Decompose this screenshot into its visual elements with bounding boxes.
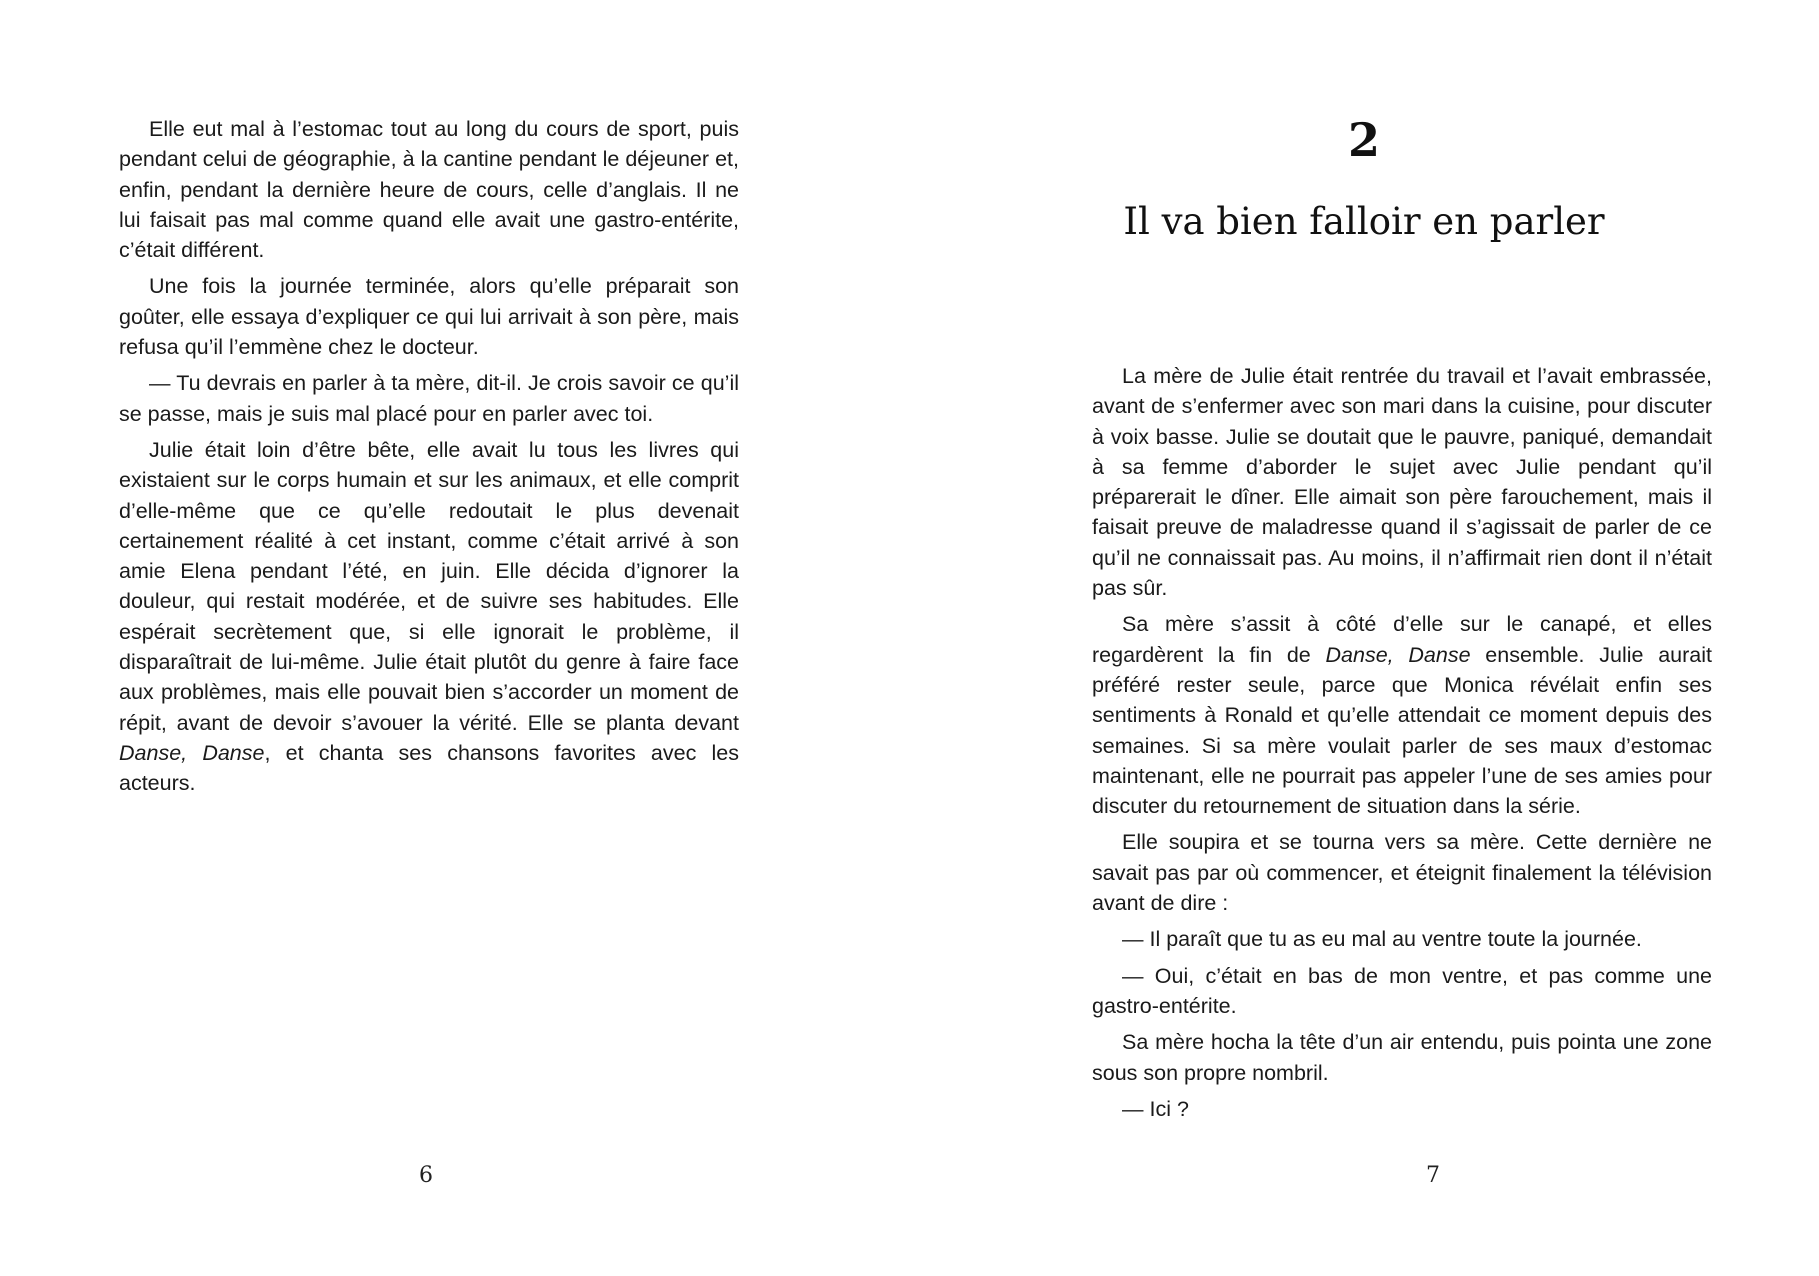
right-paragraph-2 <box>1092 609 1712 821</box>
right-paragraph-3: Elle soupira et se tourna vers sa mère. Cette dernière ne savait pas par où commencer, et éteignit finalement la télévision avant de dire : <box>1092 830 1712 916</box>
right-paragraph-4: — Il paraît que tu as eu mal au ventre toute la journée. <box>1122 927 1642 952</box>
page-number-right: 7 <box>1426 1163 1440 1188</box>
left-page <box>0 0 909 1276</box>
page-number-left: 6 <box>419 1163 433 1188</box>
left-paragraph-2: Une fois la journée terminée, alors qu’elle préparait son goûter, elle essaya d’expliquer ce qui lui arrivait à son père, mais refusa qu’il l’emmène chez le docteur. <box>119 274 739 360</box>
right-paragraph-2-start: Sa mère s’assit à côté d’elle sur le canapé, et elles regardèrent la fin de <box>1092 612 1712 667</box>
left-page-body <box>119 114 739 805</box>
chapter-number: 2 <box>1347 113 1380 167</box>
right-page-body <box>1092 361 1712 1130</box>
show-title-italic: Danse, Danse <box>1325 642 1471 667</box>
show-title-italic: Danse, Danse <box>119 740 265 765</box>
right-paragraph-6: Sa mère hocha la tête d’un air entendu, puis pointa une zone sous son propre nombril. <box>1092 1030 1712 1085</box>
right-page <box>909 0 1819 1276</box>
left-paragraph-1: Elle eut mal à l’estomac tout au long du cours de sport, puis pendant celui de géographie, à la cantine pendant le déjeuner et, enfin, pendant la dernière heure de cours, celle d’anglais. Il ne lui faisait pas mal comme quand elle avait une gastro-entérite, c’était différent. <box>119 117 739 263</box>
left-paragraph-4-start: Julie était loin d’être bête, elle avait lu tous les livres qui existaient sur le corps humain et sur les animaux, et elle comprit d’elle-même que ce qu’elle redoutait le plus devenait certainement réalité à cet instant, comme c’était arrivé à son amie Elena pendant l’été, en juin. Elle décida d’ignorer la douleur, qui restait modérée, et de suivre ses habitudes. Elle espérait secrètement que, si elle ignorait le problème, il disparaîtrait de lui-même. Julie était plutôt du genre à faire face aux problèmes, mais elle pouvait bien s’accorder un moment de répit, avant de devoir s’avouer la vérité. Elle se planta devant <box>119 437 739 735</box>
left-paragraph-4-end: , et chanta ses chansons favorites avec les acteurs. <box>119 740 740 796</box>
left-paragraph-4 <box>119 435 739 799</box>
right-paragraph-1: La mère de Julie était rentrée du travail et l’avait embrassée, avant de s’enfermer avec son mari dans la cuisine, pour discuter à voix basse. Julie se doutait que le pauvre, paniqué, demandait à sa femme d’aborder le sujet avec Julie pendant qu’il préparerait le dîner. Elle aimait son père farouchement, mais il faisait preuve de maladresse quand il s’agissait de parler de ce qu’il ne connaissait pas. Au moins, il n’affirmait rien dont il n’était pas sûr. <box>1092 364 1712 601</box>
right-paragraph-2-end: ensemble. Julie aurait préféré rester seule, parce que Monica révélait enfin ses sentiments à Ronald et qu’elle attendait ce moment depuis des semaines. Si sa mère voulait parler de ses maux d’estomac maintenant, elle ne pourrait pas appeler l’une de ses amies pour discuter du retournement de situation dans la série. <box>1092 642 1712 819</box>
chapter-title: Il va bien falloir en parler <box>1123 200 1605 243</box>
left-paragraph-3: — Tu devrais en parler à ta mère, dit-il. Je crois savoir ce qu’il se passe, mais je suis mal placé pour en parler avec toi. <box>119 371 739 426</box>
right-paragraph-7: — Ici ? <box>1122 1096 1189 1121</box>
right-paragraph-5: — Oui, c’était en bas de mon ventre, et pas comme une gastro-entérite. <box>1092 963 1712 1018</box>
